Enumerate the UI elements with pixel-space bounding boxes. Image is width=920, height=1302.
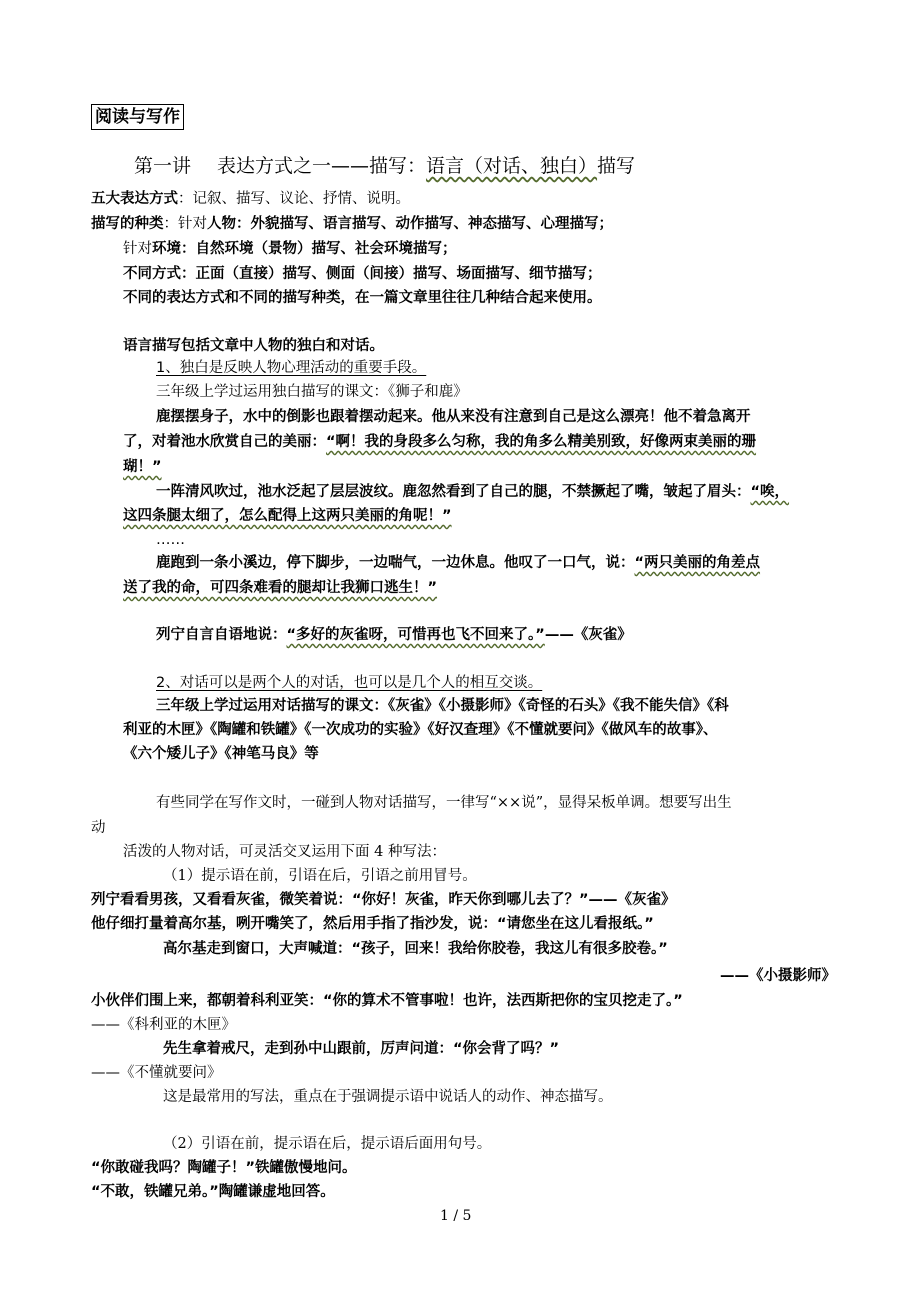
- intro-expression-list: ：记叙、描写、议论、抒情、说明。: [178, 191, 410, 207]
- method-1-note: 这是最常用的写法，重点在于强调提示语中说话人的动作、神态描写。: [163, 1089, 613, 1105]
- monologue-text-line-3: 瑚！”: [123, 459, 162, 475]
- method-1-example-4: 小伙伴们围上来，都朝着科利亚笑：“你的算术不管事啦！也许，法西斯把你的宝贝挖走了。”: [91, 993, 683, 1009]
- monologue-text-line-5: 这四条腿太细了，怎么配得上这两只美丽的角呢！”: [123, 508, 452, 524]
- method-2-example-2: “不敢，铁罐兄弟。”陶罐谦虚地回答。: [91, 1184, 335, 1200]
- title-language-type: 语言（对话、独白）: [426, 155, 598, 177]
- monologue-text-line-2: [123, 432, 756, 452]
- method-2-heading: （2）引语在前，提示语在后，提示语后面用句号。: [163, 1136, 492, 1152]
- monologue-ellipsis: ……: [156, 532, 185, 548]
- monologue-text-4-pre: 一阵清风吹过，池水泛起了层层波纹。鹿忽然看到了自己的腿，不禁撅起了嘴，皱起了眉头：: [156, 484, 751, 500]
- intro-character-types: 人物：外貌描写、语言描写、动作描写、神态描写、心理描写；: [207, 216, 613, 232]
- page-number: 1 / 5: [440, 1208, 472, 1224]
- monologue-quote-3-start: “两只美丽的角差点: [634, 555, 761, 571]
- monologue-quote-2-start: “唉，: [750, 484, 790, 500]
- intro-line-1: [91, 189, 410, 209]
- method-1-example-5-source: ——《不懂就要问》: [91, 1065, 222, 1081]
- intro-label-expression: 五大表达方式: [91, 191, 178, 207]
- monologue-text-line-8: [156, 625, 632, 645]
- intro-line-5: 不同的表达方式和不同的描写种类，在一篇文章里往往几种结合起来使用。: [123, 290, 602, 306]
- intro-for-text: ：针对: [163, 216, 207, 232]
- methods-intro-line-1: 有些同学在写作文时，一碰到人物对话描写，一律写“××说”，显得呆板单调。想要写出生: [156, 795, 732, 811]
- section-heading-box: 阅读与写作: [91, 104, 184, 130]
- title-topic: 表达方式之一——描写：: [217, 155, 427, 177]
- monologue-text-2-pre: 了，对着池水欣赏自己的美丽：: [123, 434, 326, 450]
- monologue-source: ——《灰雀》: [544, 627, 632, 643]
- method-1-example-5: 先生拿着戒尺，走到孙中山跟前，厉声问道：“你会背了吗？”: [163, 1041, 560, 1057]
- method-2-example-1: “你敢碰我吗？陶罐子！”铁罐傲慢地问。: [91, 1160, 357, 1176]
- lesson-title: [134, 153, 635, 179]
- language-description-intro: 语言描写包括文章中人物的独白和对话。: [123, 338, 384, 354]
- dialogue-point: 2、对话可以是两个人的对话，也可以是几个人的相互交谈。: [156, 675, 543, 691]
- title-suffix: 描写: [597, 155, 636, 177]
- intro-line-4: 不同方式：正面（直接）描写、侧面（间接）描写、场面描写、细节描写；: [123, 266, 602, 282]
- intro-line-3: [123, 239, 457, 259]
- monologue-text-line-4: [156, 482, 789, 502]
- methods-intro-line-1b: 动: [91, 820, 106, 836]
- monologue-lesson: 三年级上学过运用独白描写的课文：《狮子和鹿》: [156, 384, 468, 400]
- dialogue-lessons-line-2: 利亚的木匣》《陶罐和铁罐》《一次成功的实验》《好汉查理》《不懂就要问》《做风车的故事》、: [123, 722, 718, 738]
- title-lesson-number: 第一讲: [134, 155, 192, 177]
- intro-environment-types: 环境：自然环境（景物）描写、社会环境描写；: [152, 241, 457, 257]
- monologue-point: 1、独白是反映人物心理活动的重要手段。: [156, 360, 427, 376]
- intro-for-text-2: 针对: [123, 241, 152, 257]
- intro-label-description: 描写的种类: [91, 216, 164, 232]
- monologue-text-8-pre: 列宁自言自语地说：: [156, 627, 287, 643]
- monologue-text-6-pre: 鹿跑到一条小溪边，停下脚步，一边喘气，一边休息。他叹了一口气，说：: [156, 555, 635, 571]
- monologue-text-line-7: 送了我的命，可四条难看的腿却让我狮口逃生！”: [123, 580, 438, 596]
- methods-intro-line-2: 活泼的人物对话，可灵活交叉运用下面 4 种写法：: [123, 844, 446, 860]
- method-1-example-2: 他仔细打量着高尔基，咧开嘴笑了，然后用手指了指沙发，说：“请您坐在这儿看报纸。”: [91, 916, 654, 932]
- monologue-quote-4: “多好的灰雀呀，可惜再也飞不回来了。”: [286, 627, 545, 643]
- monologue-text-line-1: 鹿摆摆身子，水中的倒影也跟着摆动起来。他从来没有注意到自己是这么漂亮！他不着急离开: [156, 409, 751, 425]
- method-1-example-1: 列宁看看男孩，又看看灰雀，微笑着说：“你好！灰雀，昨天你到哪儿去了？”——《灰雀》: [91, 892, 676, 908]
- dialogue-lessons-line-3: 《六个矮儿子》《神笔马良》等: [123, 746, 319, 762]
- monologue-quote-1: “啊！我的身段多么匀称，我的角多么精美别致，好像两束美丽的珊: [326, 434, 757, 450]
- intro-line-2: [91, 214, 613, 234]
- method-1-example-4-source: ——《科利亚的木匣》: [91, 1017, 236, 1033]
- method-1-example-3-source: ——《小摄影师》: [720, 968, 836, 984]
- dialogue-lessons-line-1: 三年级上学过运用对话描写的课文：《灰雀》《小摄影师》《奇怪的石头》《我不能失信》《科: [156, 698, 729, 714]
- method-1-heading: （1）提示语在前，引语在后，引语之前用冒号。: [163, 868, 477, 884]
- method-1-example-3: 高尔基走到窗口，大声喊道：“孩子，回来！我给你胶卷，我这儿有很多胶卷。”: [163, 941, 668, 957]
- monologue-text-line-6: [156, 553, 760, 573]
